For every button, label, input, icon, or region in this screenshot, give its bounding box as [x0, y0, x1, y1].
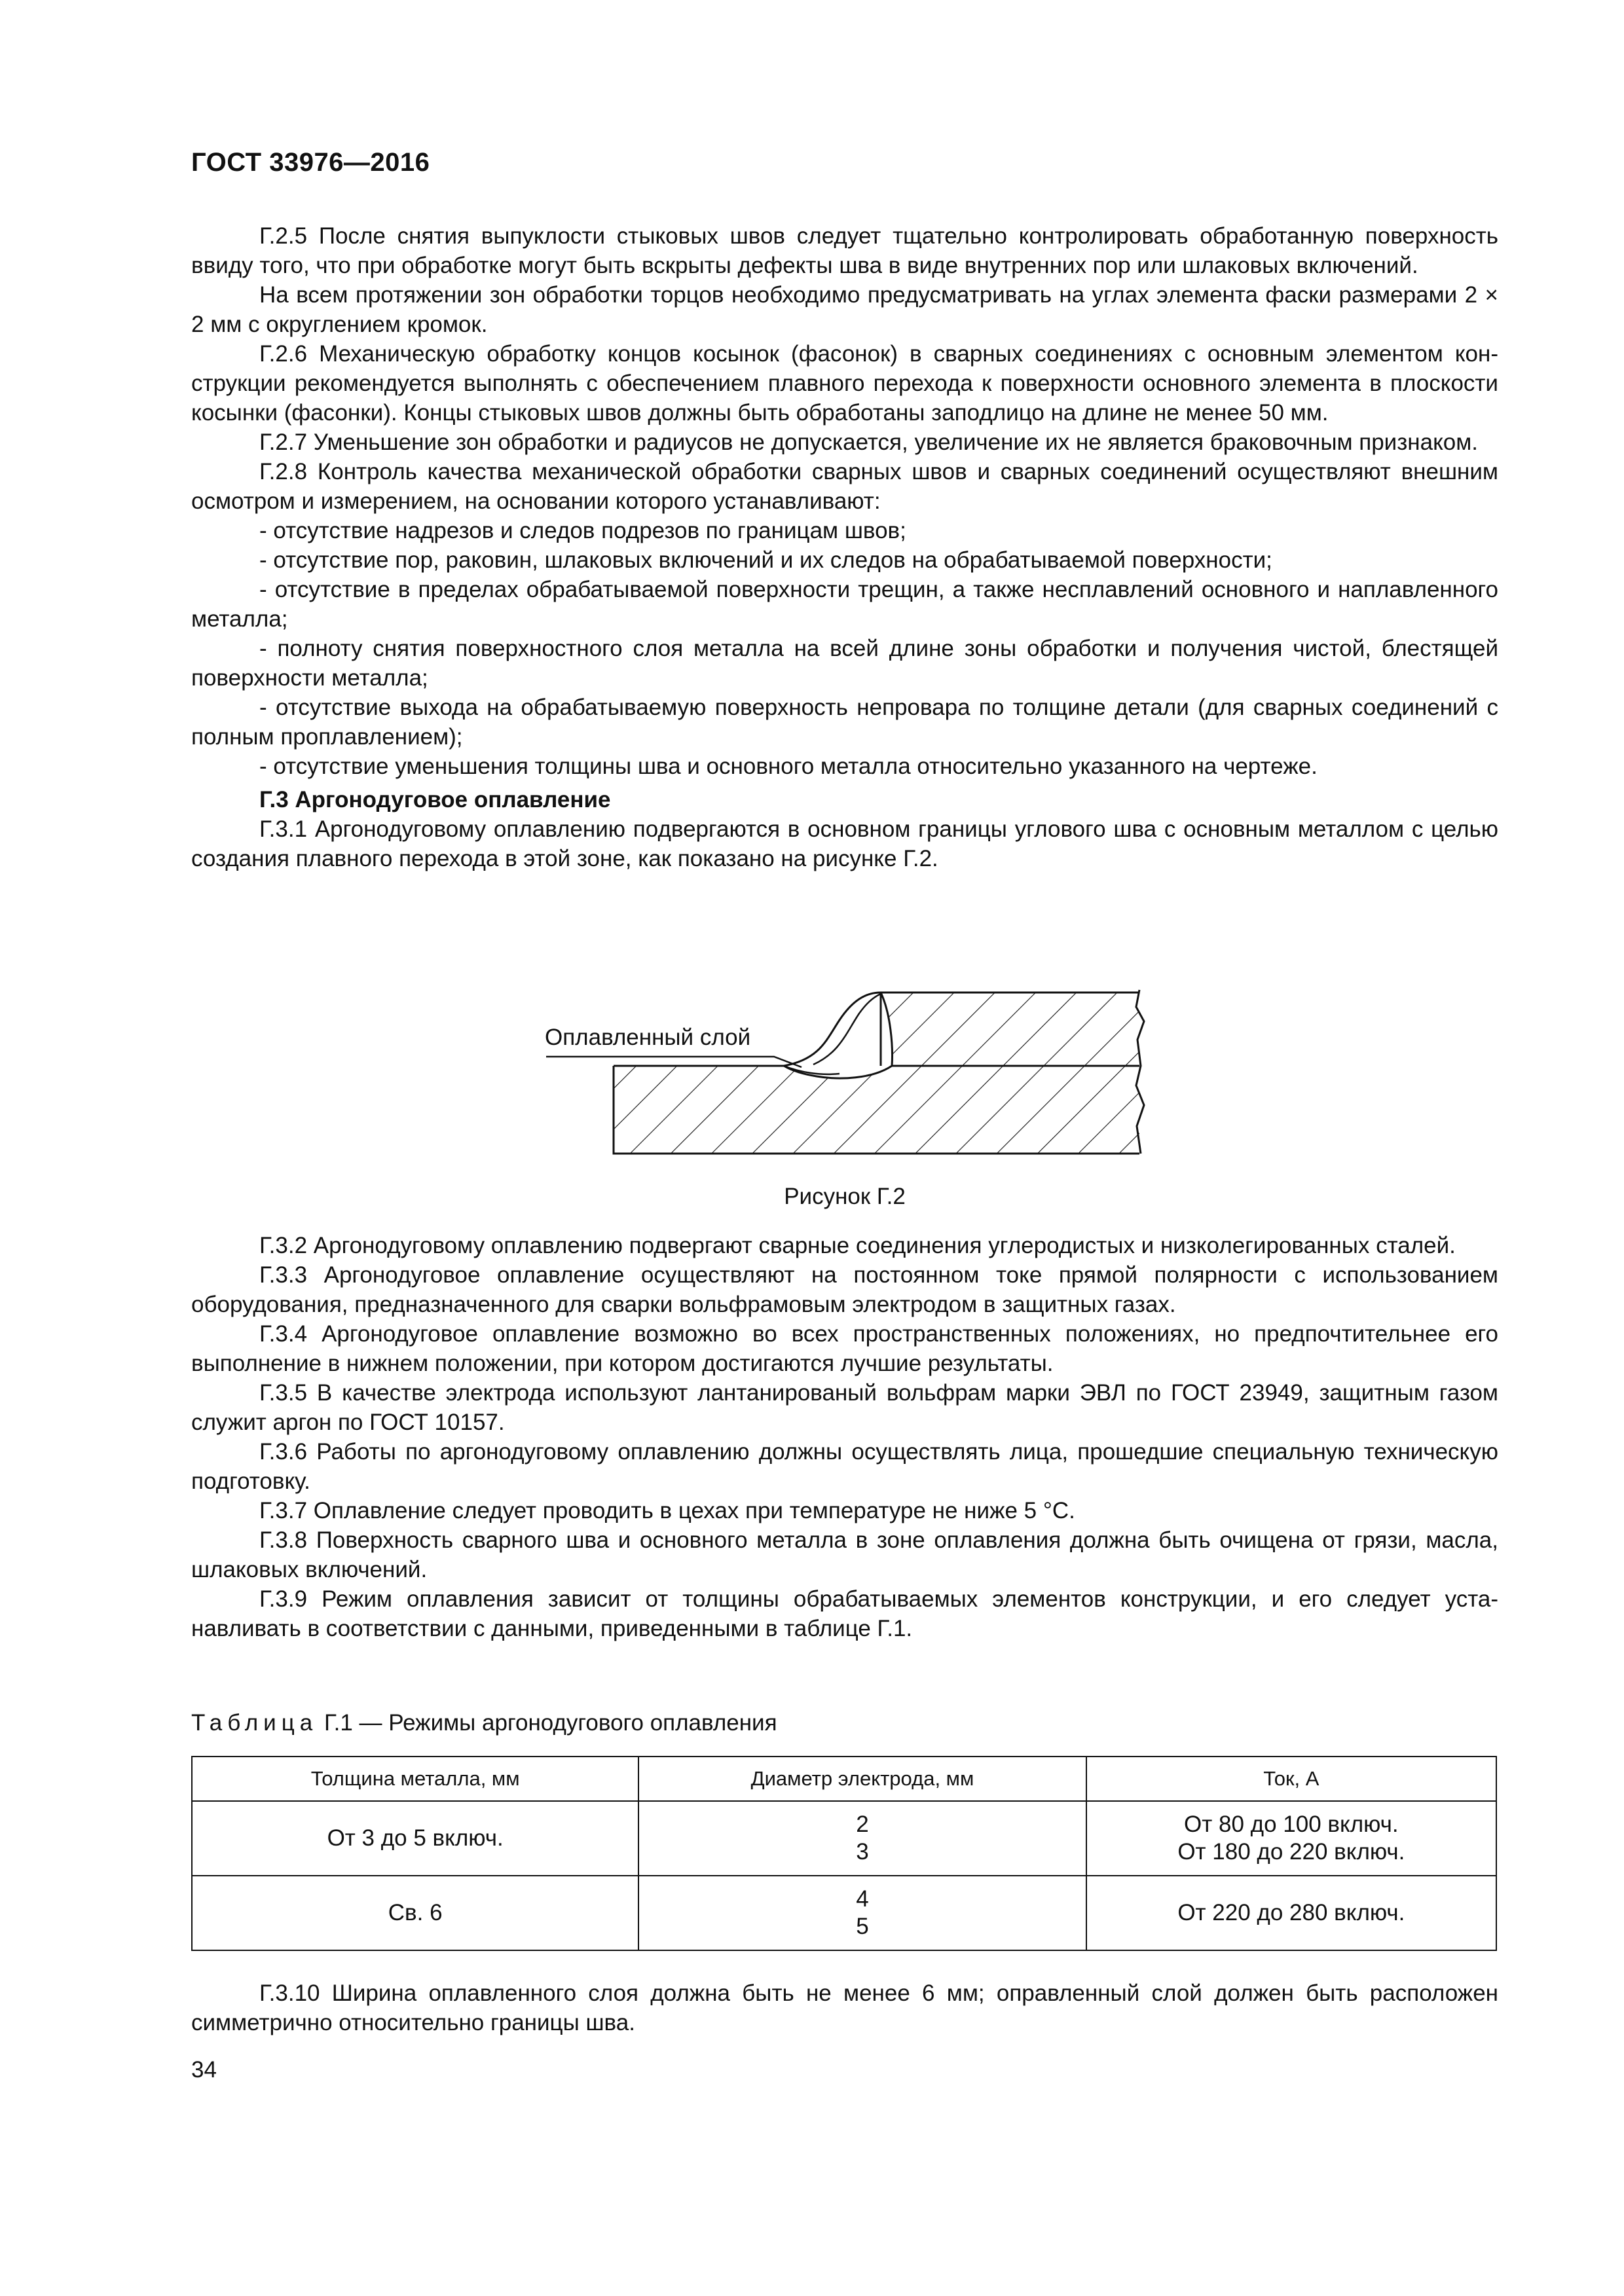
paragraph: Г.3.2 Аргонодуговому оплавлению подвергают сварные соединения углеродистых и низколегированных сталей. [259, 1233, 1456, 1258]
cell-thickness: От 3 до 5 включ. [192, 1801, 638, 1876]
cell-current: От 80 до 100 включ. От 180 до 220 включ. [1086, 1801, 1496, 1876]
paragraph: Г.3.5 В качестве электрода используют лантанированый вольфрам марки ЭВЛ по ГОСТ 23949, защитным газом служит аргон по ГОСТ 10157. [191, 1380, 1498, 1435]
table-caption-text: Г.1 — Режимы аргонодугового оплавления [318, 1710, 777, 1736]
body-text-bottom [191, 1978, 1498, 2037]
body-text-middle [191, 1231, 1498, 1643]
paragraph: - полноту снятия поверхностного слоя металла на всей длине зоны обработки и получения чистой, блестящей поверхности металла; [191, 636, 1498, 691]
table-header-row [192, 1757, 1496, 1801]
body-text-top [191, 221, 1498, 873]
cell-thickness: Св. 6 [192, 1876, 638, 1950]
top-plate [881, 993, 1139, 1066]
paragraph: Г.2.5 После снятия выпуклости стыковых швов следует тщательно контролировать обработанную поверхность ввиду того, что при обработке могут быть вскрыты дефекты шва в виде внутренних пор или шлаковых включений. [191, 223, 1498, 278]
paragraph: Г.2.7 Уменьшение зон обработки и радиусов не допускается, увеличение их не является браковочным признаком. [259, 429, 1479, 455]
paragraph: Г.2.6 Механическую обработку концов косынок (фасонок) в сварных соединениях с основным элементом конструкции рекомендуется выполнять с обеспечением плавного перехода к поверхности основного элемента в плоскости косынки (фасонки). Концы стыковых швов должны быть обработаны заподлицо на длине не менее 50 мм. [191, 341, 1498, 426]
paragraph: Г.3.3 Аргонодуговое оплавление осуществляют на постоянном токе прямой полярности с использованием оборудования, предназначенного для сварки вольфрамовым электродом в защитных газах. [191, 1262, 1498, 1317]
cell-diameter: 4 5 [638, 1876, 1086, 1950]
modes-table [191, 1756, 1497, 1951]
table-caption [191, 1710, 777, 1736]
cell-current: От 220 до 280 включ. [1086, 1876, 1496, 1950]
figure-label: Оплавленный слой [545, 1025, 751, 1050]
base-plate [614, 1066, 1139, 1154]
page-number: 34 [191, 2057, 217, 2083]
paragraph: - отсутствие выхода на обрабатываемую поверхность непровара по толщине детали (для сварных соединений с полным проплавлением); [191, 695, 1498, 750]
table-row [192, 1801, 1496, 1876]
paragraph: Г.3.7 Оплавление следует проводить в цехах при температуре не ниже 5 °С. [259, 1498, 1075, 1523]
paragraph: - отсутствие уменьшения толщины шва и основного металла относительно указанного на чертеже. [259, 754, 1318, 779]
paragraph: На всем протяжении зон обработки торцов необходимо предусматривать на углах элемента фаски размерами 2 × 2 мм с округлением кромок. [191, 282, 1498, 337]
paragraph: - отсутствие в пределах обрабатываемой поверхности трещин, а также несплавлений основного и наплавленного металла; [191, 577, 1498, 632]
weld-bead [784, 993, 892, 1078]
figure-caption: Рисунок Г.2 [784, 1184, 906, 1209]
paragraph: Г.3.1 Аргонодуговому оплавлению подвергаются в основном границы углового шва с основным металлом с целью создания плавного перехода в этой зоне, как показано на рисунке Г.2. [191, 816, 1498, 871]
table-row [192, 1876, 1496, 1950]
paragraph: - отсутствие надрезов и следов подрезов по границам швов; [259, 518, 906, 543]
paragraph: Г.3.6 Работы по аргонодуговому оплавлению должны осуществлять лица, прошедшие специальную техническую подготовку. [191, 1439, 1498, 1494]
paragraph: Г.3.8 Поверхность сварного шва и основного металла в зоне оплавления должна быть очищена от грязи, масла, шлаковых включений. [191, 1527, 1498, 1582]
header-thickness: Толщина металла, мм [192, 1757, 638, 1801]
paragraph: Г.3.9 Режим оплавления зависит от толщины обрабатываемых элементов конструкции, и его следует устанавливать в соответствии с данными, приведенными в таблице Г.1. [191, 1586, 1498, 1641]
paragraph: Г.3.4 Аргонодуговое оплавление возможно во всех пространственных положениях, но предпочтительнее его выполнение в нижнем положении, при котором достигаются лучшие результаты. [191, 1321, 1498, 1376]
cell-diameter: 2 3 [638, 1801, 1086, 1876]
figure-weld-diagram [191, 981, 1498, 1216]
paragraph: Г.3.10 Ширина оплавленного слоя должна быть не менее 6 мм; оправленный слой должен быть расположен симметрично относительно границы шва. [191, 1980, 1498, 2035]
header-diameter: Диаметр электрода, мм [638, 1757, 1086, 1801]
header-current: Ток, А [1086, 1757, 1496, 1801]
table-caption-word: Таблица [191, 1710, 318, 1736]
section-heading: Г.3 Аргонодуговое оплавление [259, 787, 611, 812]
paragraph: Г.2.8 Контроль качества механической обработки сварных швов и сварных соединений осуществляют внешним осмотром и измерением, на основании которого устанавливают: [191, 459, 1498, 514]
document-header: ГОСТ 33976—2016 [191, 148, 430, 177]
paragraph: - отсутствие пор, раковин, шлаковых включений и их следов на обрабатываемой поверхности; [259, 547, 1272, 573]
